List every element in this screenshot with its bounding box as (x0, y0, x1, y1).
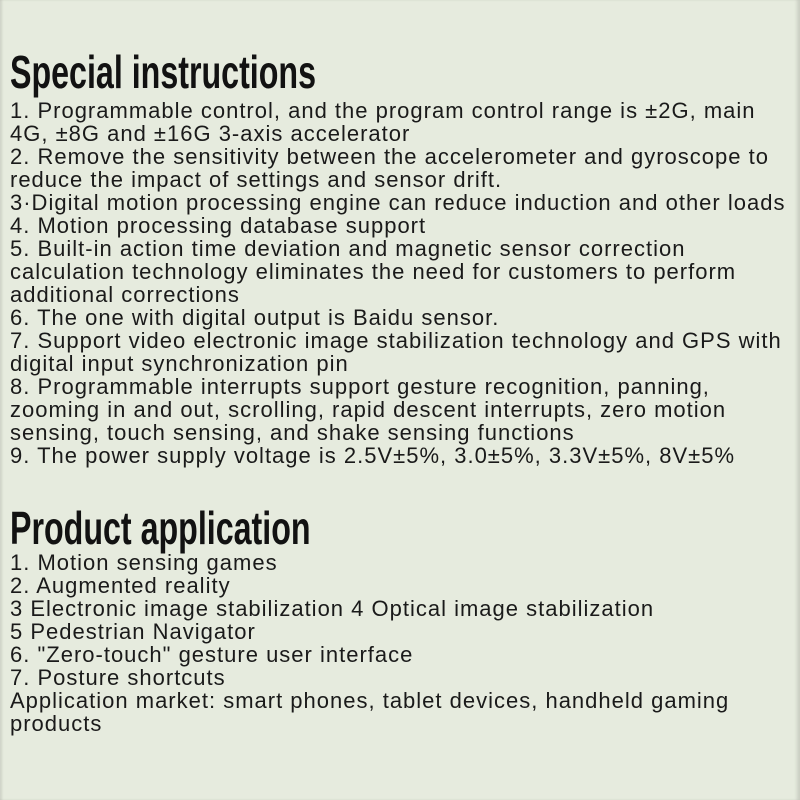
application-item: 3 Electronic image stabilization 4 Optical image stabilization (10, 596, 655, 621)
application-item: 1. Motion sensing games (10, 550, 278, 575)
instruction-item: 6. The one with digital output is Baidu sensor. (10, 305, 500, 330)
instruction-item: 4. Motion processing database support (10, 213, 427, 238)
special-instructions-heading (10, 46, 790, 98)
application-item: 6. "Zero-touch" gesture user interface (10, 642, 414, 667)
instruction-item: 2. Remove the sensitivity between the accelerometer and gyroscope to reduce the impact of settings and sensor drift. (10, 144, 769, 192)
section-product-application (10, 502, 790, 736)
product-application-list (10, 551, 790, 735)
product-application-heading (10, 502, 790, 554)
instruction-item: 1. Programmable control, and the program control range is ±2G, main 4G, ±8G and ±16G 3-axis accelerator (10, 98, 756, 146)
special-instructions-heading-text: Special instructions (10, 46, 316, 98)
instruction-item: 9. The power supply voltage is 2.5V±5%, 3.0±5%, 3.3V±5%, 8V±5% (10, 443, 736, 468)
section-special-instructions (10, 46, 790, 468)
application-item: 5 Pedestrian Navigator (10, 619, 256, 644)
special-instructions-list (10, 99, 790, 467)
application-item: 7. Posture shortcuts (10, 665, 226, 690)
instruction-item: 5. Built-in action time deviation and magnetic sensor correction calculation technology eliminates the need for customers to perform additional corrections (10, 236, 737, 307)
instruction-item: 8. Programmable interrupts support gesture recognition, panning, zooming in and out, scrolling, rapid descent interrupts, zero motion sensing, touch sensing, and shake sensing functions (10, 374, 727, 445)
instruction-item: 3·Digital motion processing engine can reduce induction and other loads (10, 190, 786, 215)
instruction-item: 7. Support video electronic image stabilization technology and GPS with digital input synchronization pin (10, 328, 782, 376)
product-application-heading-text: Product application (10, 502, 311, 554)
application-item: 2. Augmented reality (10, 573, 231, 598)
application-item: Application market: smart phones, tablet devices, handheld gaming products (10, 688, 730, 736)
